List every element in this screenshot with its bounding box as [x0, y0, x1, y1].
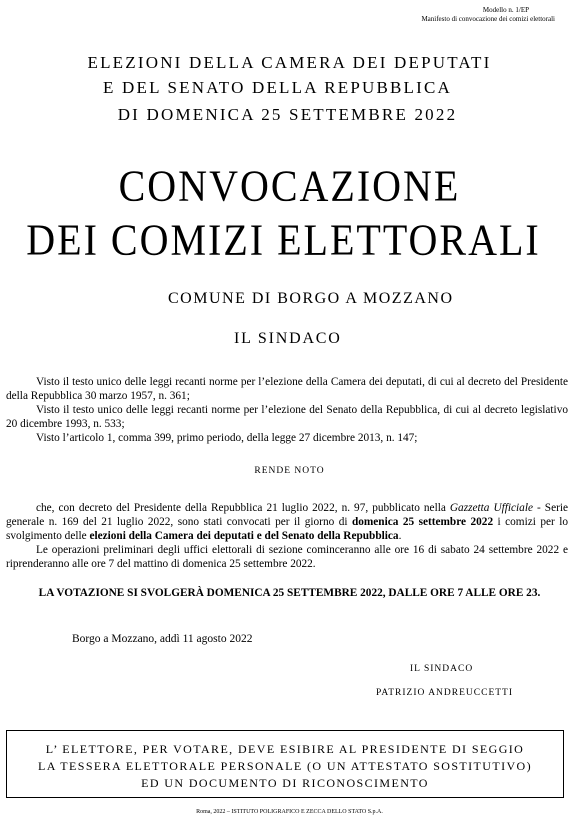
voter-notice-line: L’ ELETTORE, PER VOTARE, DEVE ESIBIRE AL PRESIDENTE DI SEGGIO [45, 742, 525, 756]
election-type: elezioni della Camera dei deputati e del Senato della Repubblica [89, 530, 399, 542]
decree-section [6, 501, 568, 571]
visto-section [6, 375, 568, 445]
place-and-date: Borgo a Mozzano, addì 11 agosto 2022 [72, 633, 253, 645]
decree-paragraph [6, 501, 568, 543]
document-title-line-1: CONVOCAZIONE [118, 160, 461, 211]
visto-paragraph: Visto l’articolo 1, comma 399, primo periodo, della legge 27 dicembre 2013, n. 147; [36, 432, 418, 444]
election-header-line-1: ELEZIONI DELLA CAMERA DEI DEPUTATI [87, 53, 492, 72]
decree-text: i comizi per lo svolgimento delle [6, 516, 568, 542]
mayor-heading: IL SINDACO [234, 330, 342, 347]
printer-footer: Roma, 2022 – ISTITUTO POLIGRAFICO E ZECCA DELLO STATO S.p.A. [196, 809, 383, 815]
model-reference [421, 6, 555, 24]
decree-text: - Serie generale n. 169 del 21 luglio 2022, sono stati convocati per il giorno di [6, 502, 568, 528]
municipality-name: COMUNE DI BORGO A MOZZANO [168, 290, 454, 307]
visto-paragraph: Visto il testo unico delle leggi recanti norme per l’elezione della Camera dei deputati, di cui al decreto del Presidente della Repubblica 30 marzo 1957, n. 361; [6, 376, 568, 402]
operations-paragraph: Le operazioni preliminari degli uffici elettorali di sezione cominceranno alle ore 16 di sabato 24 settembre 2022 e riprenderanno alle ore 7 del mattino di domenica 25 settembre 2022. [6, 544, 568, 570]
election-header-line-3: DI DOMENICA 25 SETTEMBRE 2022 [117, 105, 458, 124]
visto-paragraph: Visto il testo unico delle leggi recanti norme per l’elezione del Senato della Repubblica, di cui al decreto legislativo 20 dicembre 1993, n. 533; [6, 404, 568, 430]
gazzetta-name: Gazzetta Ufficiale [449, 502, 533, 514]
voter-notice-box [6, 730, 564, 798]
decree-text: che, con decreto del Presidente della Repubblica 21 luglio 2022, n. 97, pubblicato nella [36, 502, 450, 514]
model-code: Modello n. 1/EP [482, 6, 529, 14]
election-date: domenica 25 settembre 2022 [351, 516, 494, 528]
document-title-line-2: DEI COMIZI ELETTORALI [26, 214, 541, 265]
election-header-line-2: E DEL SENATO DELLA REPUBBLICA [102, 78, 453, 97]
voter-notice-line: LA TESSERA ELETTORALE PERSONALE (O UN ATTESTATO SOSTITUTIVO) [37, 759, 533, 773]
voter-notice-line: ED UN DOCUMENTO DI RICONOSCIMENTO [141, 776, 429, 790]
rende-noto-heading: RENDE NOTO [254, 466, 325, 476]
signature-role: IL SINDACO [410, 664, 474, 674]
signature-name: PATRIZIO ANDREUCCETTI [376, 688, 514, 698]
model-description: Manifesto di convocazione dei comizi elettorali [421, 15, 555, 23]
decree-text: . [398, 530, 402, 542]
voting-hours-notice: LA VOTAZIONE SI SVOLGERÀ DOMENICA 25 SETTEMBRE 2022, DALLE ORE 7 ALLE ORE 23. [38, 587, 541, 599]
